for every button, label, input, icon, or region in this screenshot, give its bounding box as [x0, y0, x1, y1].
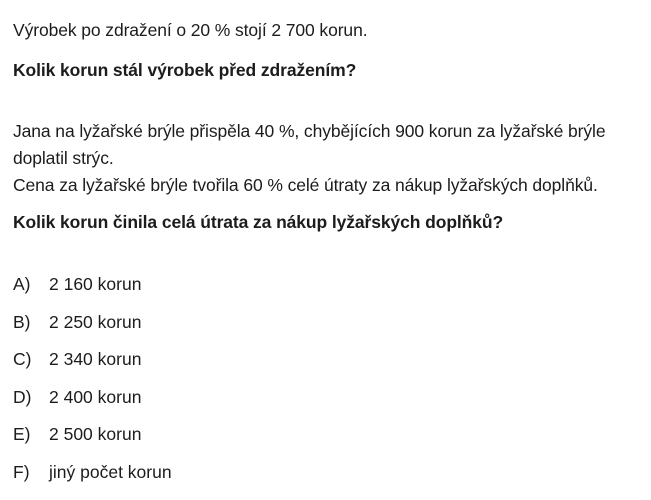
option-text: jiný počet korun — [49, 462, 172, 482]
option-letter: E) — [13, 424, 31, 444]
answer-option-d[interactable] — [13, 386, 141, 408]
option-letter: D) — [13, 387, 32, 407]
option-letter: C) — [13, 349, 32, 369]
option-letter: F) — [13, 462, 30, 482]
problem1-question: Kolik korun stál výrobek před zdražením? — [13, 60, 357, 80]
option-letter: A) — [13, 274, 31, 294]
option-text: 2 400 korun — [49, 387, 142, 407]
problem2-text-line2: doplatil strýc. — [13, 148, 114, 168]
answer-option-c[interactable] — [13, 348, 141, 370]
problem2-text-line3: Cena za lyžařské brýle tvořila 60 % celé útraty za nákup lyžařských doplňků. — [13, 175, 598, 195]
option-text: 2 250 korun — [49, 312, 142, 332]
problem2-text-line1: Jana na lyžařské brýle přispěla 40 %, chybějících 900 korun za lyžařské brýle — [13, 121, 606, 141]
problem2-question: Kolik korun činila celá útrata za nákup lyžařských doplňků? — [13, 212, 504, 232]
problem1-statement: Výrobek po zdražení o 20 % stojí 2 700 korun. — [13, 20, 368, 40]
option-text: 2 340 korun — [49, 349, 142, 369]
answer-option-f[interactable] — [13, 461, 172, 483]
answer-option-e[interactable] — [13, 423, 141, 445]
option-text: 2 160 korun — [49, 274, 142, 294]
answer-option-a[interactable] — [13, 273, 141, 295]
option-text: 2 500 korun — [49, 424, 142, 444]
answer-option-b[interactable] — [13, 311, 141, 333]
option-letter: B) — [13, 312, 31, 332]
